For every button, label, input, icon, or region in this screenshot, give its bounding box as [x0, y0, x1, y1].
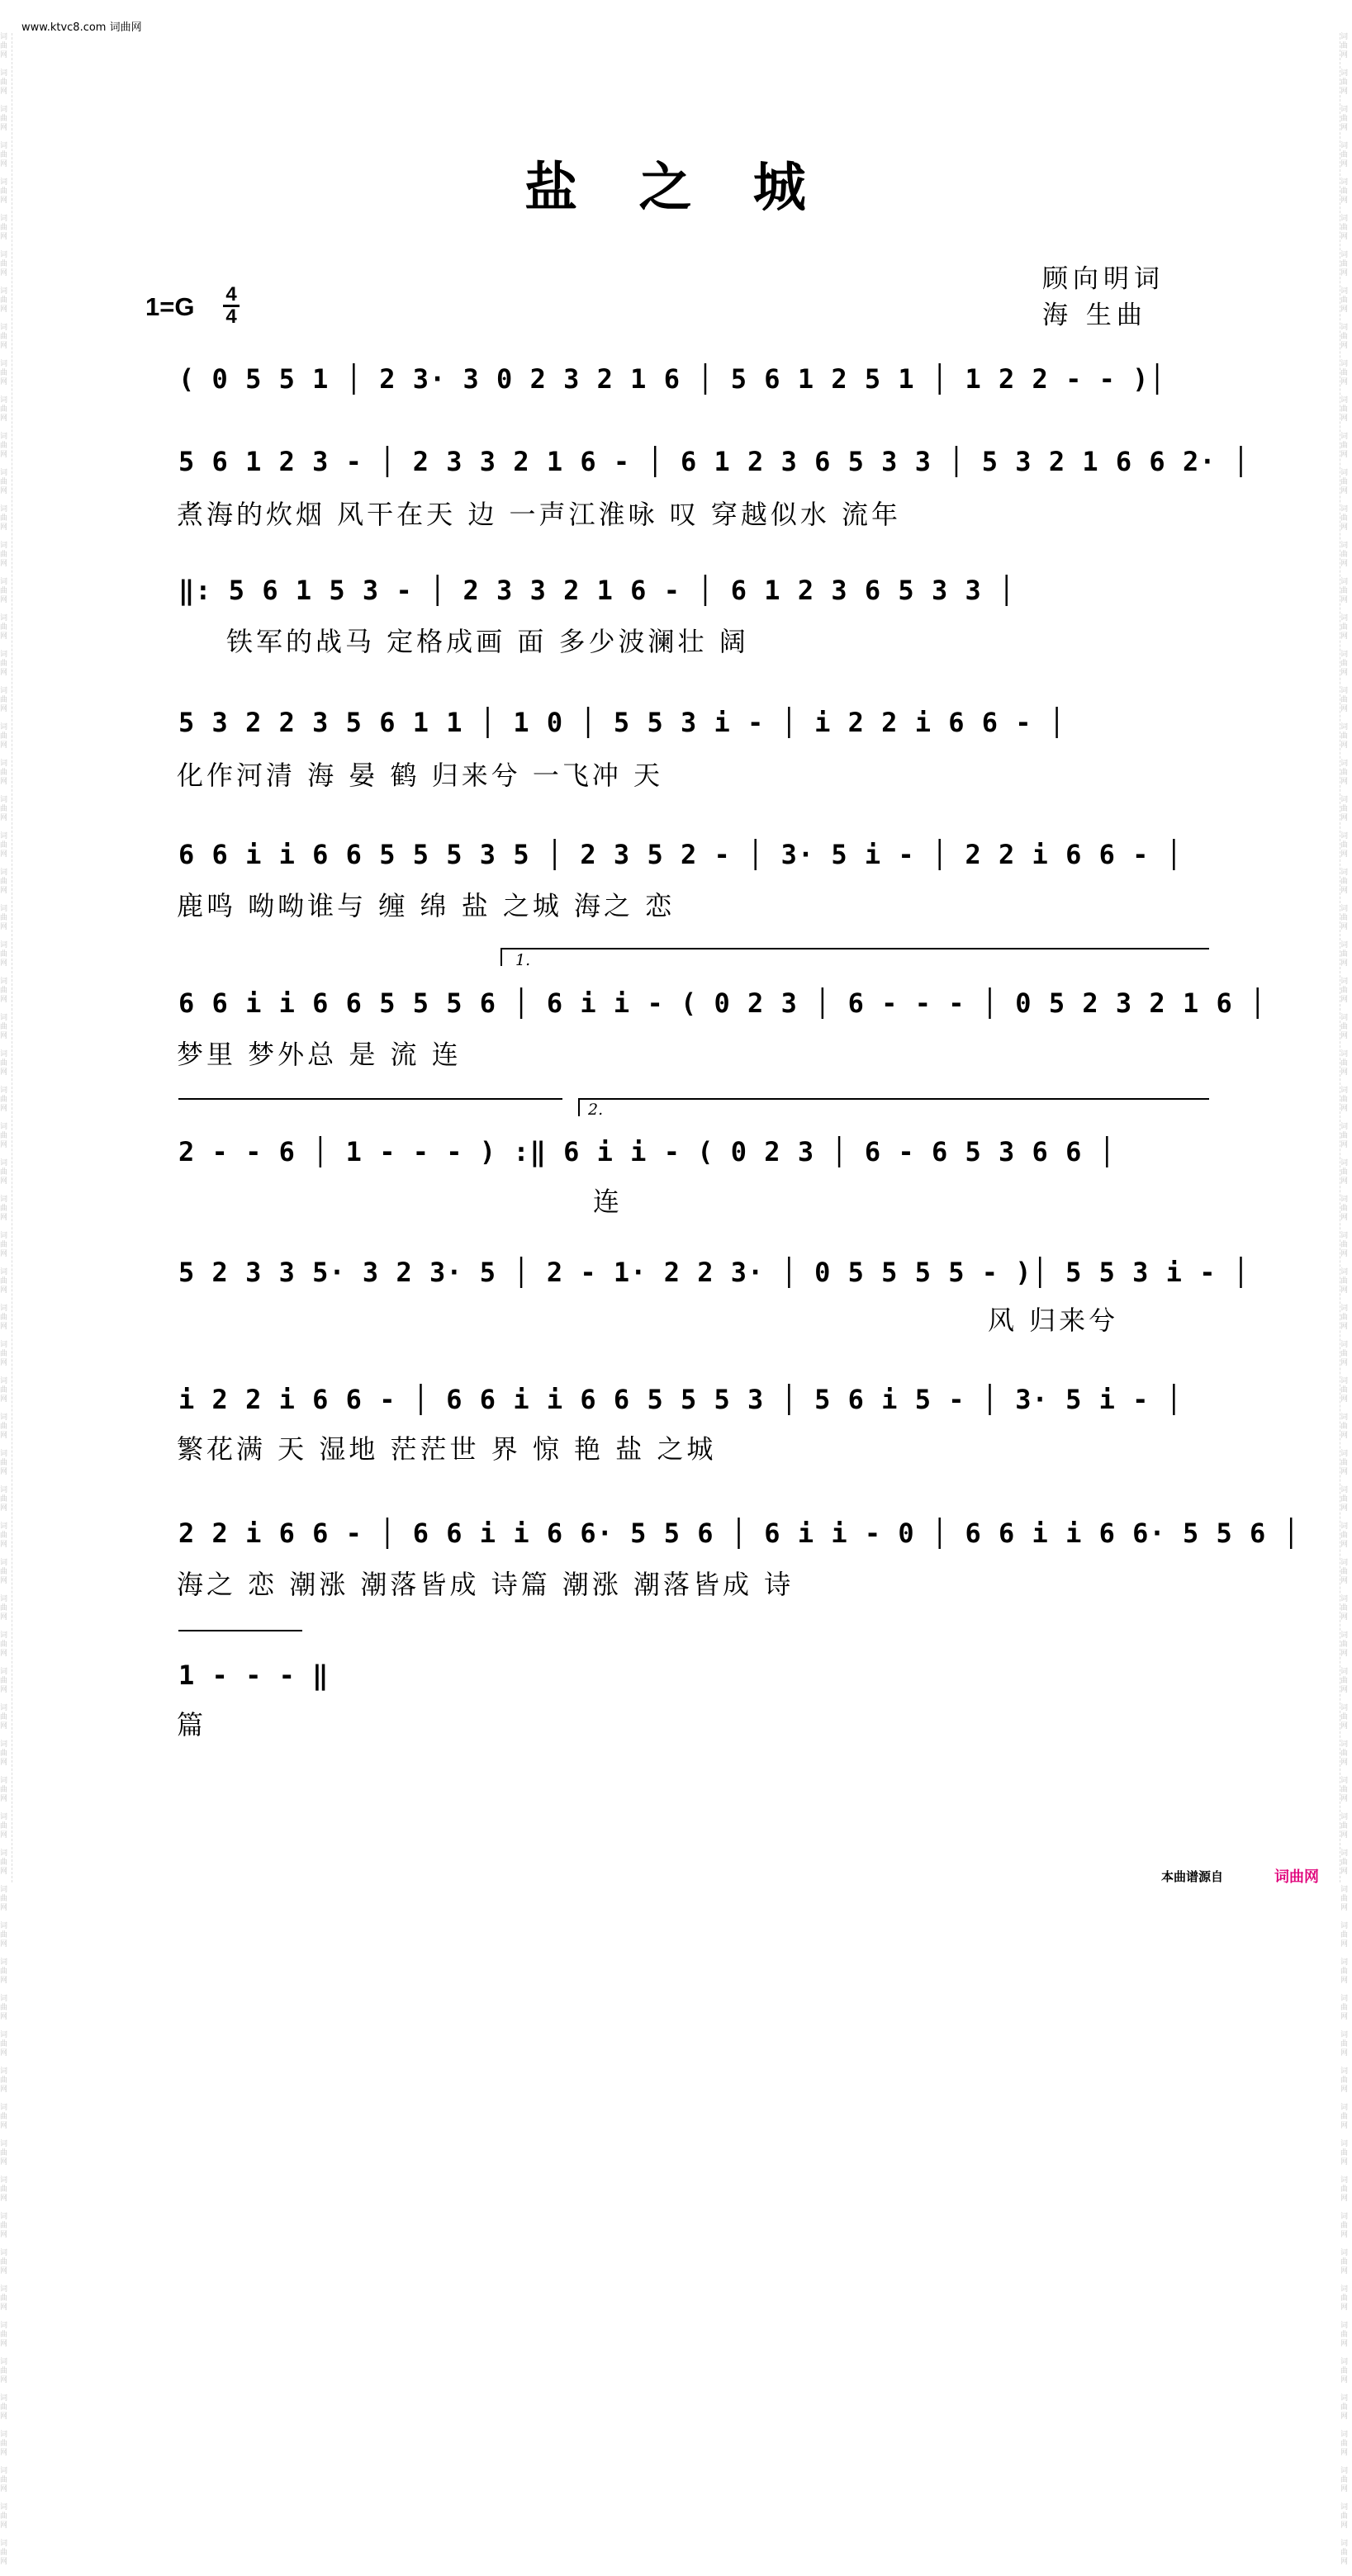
watermark-text: 词 曲 网 [0, 396, 8, 423]
watermark-text: 词 曲 网 [1340, 578, 1349, 604]
watermark-text: 词 曲 网 [0, 1559, 8, 1585]
watermark-text: 词 曲 网 [0, 360, 8, 386]
key-signature: 1=G [145, 292, 195, 321]
volta-2-bracket [578, 1098, 1209, 1116]
watermark-text: 词 曲 网 [0, 1886, 8, 1912]
system-10-lyrics: 海之 恋 潮涨 潮落皆成 诗篇 潮涨 潮落皆成 诗 [177, 1569, 795, 1600]
watermark-text: 词 曲 网 [1340, 2104, 1349, 2130]
watermark-text: 词 曲 网 [1340, 178, 1349, 205]
watermark-text: 词 曲 网 [0, 2503, 8, 2530]
site-name: 词曲网 [109, 21, 142, 34]
system-10-notes: 2 2 i 6 6 - │ 6 6 i i 6 6· 5 5 6 │ 6 i i - 0 │ 6 6 i i 6 6· 5 5 6 │ [178, 1518, 1300, 1549]
watermark-text: 词 曲 网 [1340, 2213, 1349, 2239]
watermark-text: 词 曲 网 [1340, 1740, 1349, 1767]
time-signature [223, 283, 240, 328]
watermark-text: 词 曲 网 [0, 1595, 8, 1622]
watermark-text: 词 曲 网 [0, 1305, 8, 1331]
system-9-notes: i 2 2 i 6 6 - │ 6 6 i i 6 6 5 5 5 3 │ 5 6 i 5 - │ 3· 5 i - │ [178, 1384, 1183, 1415]
system-2-lyrics: 煮海的炊烟 风干在天 边 一声江淮咏 叹 穿越似水 流年 [177, 499, 902, 530]
watermark-text: 词 曲 网 [1340, 469, 1349, 495]
watermark-text: 词 曲 网 [0, 2067, 8, 2094]
watermark-text: 词 曲 网 [1340, 215, 1349, 241]
system-5-lyrics: 鹿鸣 呦呦谁与 缠 绵 盐 之城 海之 恋 [177, 890, 676, 921]
system-6-notes: 6 6 i i 6 6 5 5 5 6 │ 6 i i - ( 0 2 3 │ 6 - - - │ 0 5 2 3 2 1 6 │ [178, 987, 1267, 1019]
watermark-text: 词 曲 网 [1340, 1995, 1349, 2021]
watermark-text: 词 曲 网 [1340, 2322, 1349, 2348]
watermark-text: 词 曲 网 [0, 2176, 8, 2203]
watermark-text: 词 曲 网 [0, 433, 8, 459]
watermark-text: 词 曲 网 [1340, 106, 1349, 132]
watermark-text: 词 曲 网 [0, 651, 8, 677]
watermark-text: 词 曲 网 [1340, 1486, 1349, 1513]
watermark-text: 词 曲 网 [1340, 1595, 1349, 1622]
watermark-text: 词 曲 网 [0, 1813, 8, 1840]
system-11-lyrics: 篇 [177, 1709, 207, 1740]
watermark-text: 词 曲 网 [1340, 1886, 1349, 1912]
watermark-text: 词 曲 网 [1340, 505, 1349, 532]
watermark-text: 词 曲 网 [1340, 1559, 1349, 1585]
watermark-text: 词 曲 网 [1340, 1305, 1349, 1331]
watermark-text: 词 曲 网 [0, 2358, 8, 2384]
time-denominator: 4 [225, 305, 237, 328]
watermark-text: 词 曲 网 [0, 287, 8, 314]
watermark-text: 词 曲 网 [0, 324, 8, 350]
watermark-text: 词 曲 网 [1340, 1232, 1349, 1258]
watermark-text: 词 曲 网 [0, 1268, 8, 1295]
watermark-text: 词 曲 网 [1340, 1668, 1349, 1694]
watermark-text: 词 曲 网 [1340, 2358, 1349, 2384]
volta-2-label: 2. [588, 1101, 604, 1119]
watermark-text: 词 曲 网 [1340, 2431, 1349, 2457]
right-watermark-strip [1340, 33, 1352, 2566]
watermark-text: 词 曲 网 [1340, 1413, 1349, 1440]
time-numerator: 4 [225, 283, 237, 305]
footer-logo[interactable]: 词曲网 [1274, 1868, 1319, 1886]
watermark-text: 词 曲 网 [1340, 723, 1349, 750]
watermark-text: 词 曲 网 [0, 1232, 8, 1258]
system-9-lyrics: 繁花满 天 湿地 茫茫世 界 惊 艳 盐 之城 [177, 1433, 717, 1465]
system-3-notes: ‖: 5 6 1 5 3 - │ 2 3 3 2 1 6 - │ 6 1 2 3 6 5 3 3 │ [178, 575, 1016, 606]
watermark-text: 词 曲 网 [1340, 1631, 1349, 1658]
system-7-notes: 2 - - 6 │ 1 - - - ) :‖ 6 i i - ( 0 2 3 │ 6 - 6 5 3 6 6 │ [178, 1136, 1116, 1167]
watermark-text: 词 曲 网 [0, 1014, 8, 1040]
watermark-text: 词 曲 网 [1340, 2540, 1349, 2566]
watermark-text: 词 曲 网 [0, 905, 8, 931]
watermark-text: 词 曲 网 [1340, 1522, 1349, 1549]
watermark-text: 词 曲 网 [0, 1740, 8, 1767]
watermark-text: 词 曲 网 [1340, 1123, 1349, 1149]
watermark-text: 词 曲 网 [1340, 2394, 1349, 2421]
watermark-text: 词 曲 网 [0, 1522, 8, 1549]
watermark-text: 词 曲 网 [1340, 796, 1349, 822]
watermark-text: 词 曲 网 [0, 578, 8, 604]
watermark-text: 词 曲 网 [1340, 2067, 1349, 2094]
watermark-text: 词 曲 网 [0, 1450, 8, 1476]
watermark-text: 词 曲 网 [0, 1123, 8, 1149]
system-1-notes: ( 0 5 5 1 │ 2 3· 3 0 2 3 2 1 6 │ 5 6 1 2 5 1 │ 1 2 2 - - )│ [178, 363, 1166, 395]
watermark-text: 词 曲 网 [0, 2031, 8, 2057]
watermark-text: 词 曲 网 [0, 978, 8, 1004]
watermark-text: 词 曲 网 [0, 1159, 8, 1186]
footer-source-text: 本曲谱源自 [1160, 1869, 1223, 1884]
system-5-notes: 6 6 i i 6 6 5 5 5 3 5 │ 2 3 5 2 - │ 3· 5 i - │ 2 2 i 6 6 - │ [178, 839, 1183, 870]
watermark-text: 词 曲 网 [1340, 941, 1349, 968]
site-url[interactable]: www.ktvc8.com [21, 21, 107, 34]
watermark-text: 词 曲 网 [1340, 1268, 1349, 1295]
watermark-text: 词 曲 网 [0, 2467, 8, 2493]
watermark-text: 词 曲 网 [1340, 33, 1349, 59]
system-4-notes: 5 3 2 2 3 5 6 1 1 │ 1 0 │ 5 5 3 i - │ i 2 2 i 6 6 - │ [178, 707, 1066, 738]
watermark-text: 词 曲 网 [1340, 2285, 1349, 2312]
song-title: 盐 之 城 [524, 157, 828, 219]
watermark-text: 词 曲 网 [1340, 2467, 1349, 2493]
left-watermark-strip [0, 33, 12, 2566]
watermark-text: 词 曲 网 [0, 1486, 8, 1513]
volta-1-label: 1. [515, 951, 531, 969]
watermark-text: 词 曲 网 [1340, 2249, 1349, 2275]
watermark-text: 词 曲 网 [0, 1958, 8, 1985]
watermark-text: 词 曲 网 [0, 1413, 8, 1440]
composer-credit: 海 生曲 [1042, 301, 1147, 330]
watermark-text: 词 曲 网 [1340, 832, 1349, 859]
volta-1-continuation [178, 1098, 562, 1100]
watermark-text: 词 曲 网 [0, 869, 8, 895]
watermark-text: 词 曲 网 [0, 469, 8, 495]
watermark-text: 词 曲 网 [0, 1377, 8, 1404]
watermark-text: 词 曲 网 [0, 2431, 8, 2457]
watermark-text: 词 曲 网 [1340, 287, 1349, 314]
watermark-text: 词 曲 网 [1340, 614, 1349, 641]
lyricist-credit: 顾向明词 [1042, 264, 1165, 294]
system-7-lyrics: 连 [593, 1186, 624, 1217]
watermark-text: 词 曲 网 [0, 760, 8, 786]
watermark-text: 词 曲 网 [1340, 2140, 1349, 2166]
watermark-text: 词 曲 网 [0, 2322, 8, 2348]
watermark-text: 词 曲 网 [1340, 2031, 1349, 2057]
watermark-text: 词 曲 网 [0, 1849, 8, 1876]
watermark-text: 词 曲 网 [1340, 360, 1349, 386]
system-2-notes: 5 6 1 2 3 - │ 2 3 3 2 1 6 - │ 6 1 2 3 6 5 3 3 │ 5 3 2 1 6 6 2· │ [178, 446, 1250, 477]
watermark-text: 词 曲 网 [0, 1922, 8, 1949]
watermark-text: 词 曲 网 [1340, 1159, 1349, 1186]
watermark-text: 词 曲 网 [1340, 1813, 1349, 1840]
final-measure-line [178, 1630, 302, 1631]
watermark-text: 词 曲 网 [0, 1050, 8, 1077]
watermark-text: 词 曲 网 [1340, 2176, 1349, 2203]
watermark-text: 词 曲 网 [0, 1631, 8, 1658]
watermark-text: 词 曲 网 [1340, 1377, 1349, 1404]
watermark-text: 词 曲 网 [1340, 905, 1349, 931]
system-4-lyrics: 化作河清 海 晏 鹤 归来兮 一飞冲 天 [177, 760, 664, 791]
watermark-text: 词 曲 网 [0, 2140, 8, 2166]
watermark-text: 词 曲 网 [0, 796, 8, 822]
system-11-notes: 1 - - - ‖ [178, 1660, 330, 1691]
watermark-text: 词 曲 网 [1340, 1087, 1349, 1113]
watermark-text: 词 曲 网 [1340, 651, 1349, 677]
watermark-text: 词 曲 网 [0, 2104, 8, 2130]
watermark-text: 词 曲 网 [0, 2285, 8, 2312]
watermark-text: 词 曲 网 [1340, 1777, 1349, 1803]
watermark-text: 词 曲 网 [1340, 1014, 1349, 1040]
watermark-text: 词 曲 网 [0, 505, 8, 532]
watermark-text: 词 曲 网 [0, 178, 8, 205]
watermark-text: 词 曲 网 [1340, 1958, 1349, 1985]
watermark-text: 词 曲 网 [1340, 978, 1349, 1004]
system-3-lyrics: 铁军的战马 定格成画 面 多少波澜壮 阔 [226, 626, 749, 657]
watermark-text: 词 曲 网 [0, 723, 8, 750]
watermark-text: 词 曲 网 [0, 33, 8, 59]
watermark-text: 词 曲 网 [1340, 142, 1349, 168]
watermark-text: 词 曲 网 [0, 941, 8, 968]
watermark-text: 词 曲 网 [1340, 433, 1349, 459]
watermark-text: 词 曲 网 [1340, 1341, 1349, 1367]
watermark-text: 词 曲 网 [1340, 1050, 1349, 1077]
watermark-text: 词 曲 网 [0, 687, 8, 713]
watermark-text: 词 曲 网 [1340, 542, 1349, 568]
watermark-text: 词 曲 网 [0, 1995, 8, 2021]
watermark-text: 词 曲 网 [1340, 760, 1349, 786]
watermark-text: 词 曲 网 [0, 2249, 8, 2275]
system-8-lyrics: 风 归来兮 [988, 1305, 1119, 1336]
watermark-text: 词 曲 网 [1340, 869, 1349, 895]
watermark-text: 词 曲 网 [0, 251, 8, 277]
watermark-text: 词 曲 网 [1340, 1196, 1349, 1222]
watermark-text: 词 曲 网 [1340, 1704, 1349, 1731]
watermark-text: 词 曲 网 [0, 69, 8, 96]
volta-1-bracket [500, 948, 1209, 966]
system-8-notes: 5 2 3 3 5· 3 2 3· 5 │ 2 - 1· 2 2 3· │ 0 5 5 5 5 - )│ 5 5 3 i - │ [178, 1257, 1250, 1288]
system-6-lyrics: 梦里 梦外总 是 流 连 [177, 1039, 462, 1070]
watermark-text: 词 曲 网 [0, 2540, 8, 2566]
watermark-text: 词 曲 网 [0, 215, 8, 241]
watermark-text: 词 曲 网 [0, 2213, 8, 2239]
watermark-text: 词 曲 网 [0, 832, 8, 859]
watermark-text: 词 曲 网 [0, 1196, 8, 1222]
site-header [21, 18, 142, 34]
watermark-text: 词 曲 网 [0, 614, 8, 641]
watermark-text: 词 曲 网 [1340, 251, 1349, 277]
watermark-text: 词 曲 网 [1340, 69, 1349, 96]
watermark-text: 词 曲 网 [1340, 2503, 1349, 2530]
watermark-text: 词 曲 网 [1340, 1450, 1349, 1476]
watermark-text: 词 曲 网 [0, 1777, 8, 1803]
watermark-text: 词 曲 网 [0, 1341, 8, 1367]
watermark-text: 词 曲 网 [0, 2394, 8, 2421]
watermark-text: 词 曲 网 [1340, 396, 1349, 423]
watermark-text: 词 曲 网 [0, 106, 8, 132]
watermark-text: 词 曲 网 [1340, 687, 1349, 713]
watermark-text: 词 曲 网 [0, 1668, 8, 1694]
watermark-text: 词 曲 网 [0, 1087, 8, 1113]
watermark-text: 词 曲 网 [1340, 1849, 1349, 1876]
watermark-text: 词 曲 网 [0, 542, 8, 568]
watermark-text: 词 曲 网 [1340, 324, 1349, 350]
watermark-text: 词 曲 网 [0, 142, 8, 168]
watermark-text: 词 曲 网 [0, 1704, 8, 1731]
watermark-text: 词 曲 网 [1340, 1922, 1349, 1949]
